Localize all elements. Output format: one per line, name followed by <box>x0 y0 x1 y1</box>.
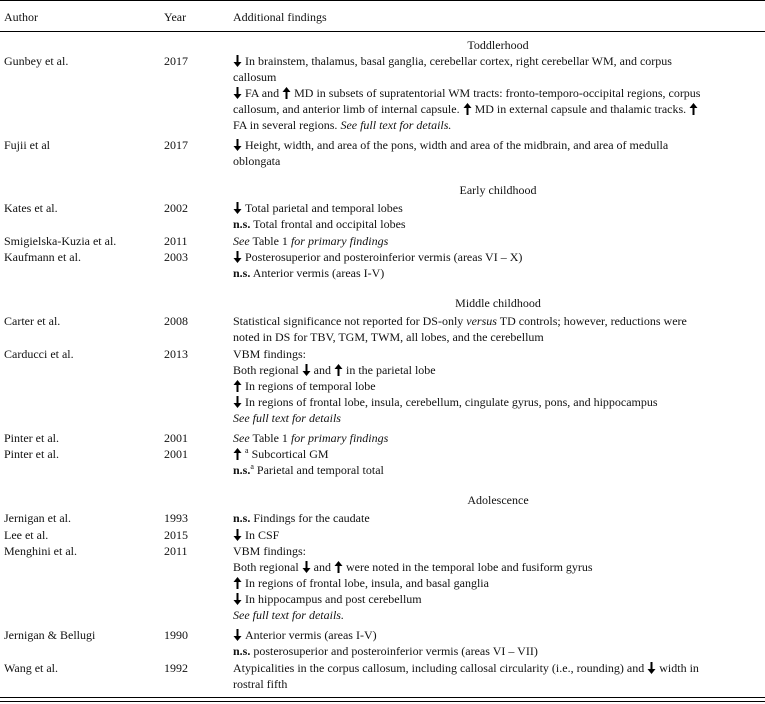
author-cell: Smigielska-Kuzia et al. <box>4 234 117 248</box>
year-cell: 2001 <box>164 431 188 445</box>
author-cell: Jernigan & Bellugi <box>4 628 96 642</box>
down-arrow-icon <box>302 561 311 573</box>
year-cell: 1990 <box>164 628 188 642</box>
author-cell: Kates et al. <box>4 201 58 215</box>
findings-cell: Atypicalities in the corpus callosum, including callosal circularity (i.e., rounding) and width in rostral fifth <box>233 661 699 691</box>
year-cell: 2013 <box>164 347 188 361</box>
author-cell: Carter et al. <box>4 314 61 328</box>
up-arrow-icon <box>282 87 291 99</box>
up-arrow-icon <box>334 364 343 376</box>
year-cell: 2002 <box>164 201 188 215</box>
section-heading-middle-childhood: Middle childhood <box>455 296 541 310</box>
author-cell: Carducci et al. <box>4 347 74 361</box>
author-cell: Lee et al. <box>4 528 49 542</box>
year-cell: 2011 <box>164 234 188 248</box>
up-arrow-icon <box>233 577 242 589</box>
table-header-rule <box>0 31 765 32</box>
year-cell: 2015 <box>164 528 188 542</box>
author-cell: Kaufmann et al. <box>4 250 81 264</box>
findings-cell: $^a$ Subcortical GM n.s.$^a$ Parietal and temporal total <box>233 446 384 477</box>
findings-cell: Statistical significance not reported for DS-only versus TD controls; however, reductions were noted in DS for TBV, TGM, TWM, all lobes, and the cerebellum <box>233 314 687 344</box>
down-arrow-icon <box>233 55 242 67</box>
column-header-year: Year <box>164 10 187 24</box>
author-cell: Pinter et al. <box>4 431 59 445</box>
year-cell: 1992 <box>164 661 188 675</box>
up-arrow-icon <box>689 103 698 115</box>
year-cell: 2008 <box>164 314 188 328</box>
year-cell: 2001 <box>164 447 188 461</box>
year-cell: 2017 <box>164 54 188 68</box>
year-cell: 2003 <box>164 250 188 264</box>
section-heading-adolescence: Adolescence <box>467 493 529 507</box>
down-arrow-icon <box>647 662 656 674</box>
up-arrow-icon <box>233 448 242 460</box>
down-arrow-icon <box>233 629 242 641</box>
findings-cell: In CSF <box>233 527 763 543</box>
author-cell: Jernigan et al. <box>4 511 71 525</box>
findings-cell: Posterosuperior and posteroinferior vermis (areas VI – X) n.s. Anterior vermis (areas I-V) <box>233 250 523 280</box>
down-arrow-icon <box>233 396 242 408</box>
down-arrow-icon <box>233 593 242 605</box>
table-bottom-rule <box>0 697 765 698</box>
year-cell: 2017 <box>164 138 188 152</box>
column-header-findings: Additional findings <box>233 10 327 24</box>
down-arrow-icon <box>302 364 311 376</box>
year-cell: 1993 <box>164 511 188 525</box>
up-arrow-icon <box>233 380 242 392</box>
author-cell: Wang et al. <box>4 661 59 675</box>
down-arrow-icon <box>233 139 242 151</box>
findings-cell: n.s. Findings for the caudate <box>233 511 370 525</box>
down-arrow-icon <box>233 87 242 99</box>
findings-cell: Anterior vermis (areas I-V) n.s. posterosuperior and posteroinferior vermis (areas VI – VII) <box>233 628 538 658</box>
author-cell: Menghini et al. <box>4 544 77 558</box>
findings-cell: In brainstem, thalamus, basal ganglia, cerebellar cortex, right cerebellar WM, and corpus callosum FA and MD in subsets of supratentorial WM tracts: fronto-temporo-occipital regions, corpus callosum, and anterior limb of internal capsule. MD in external capsule and thalamic tracks. FA in several regions. See full text for details. <box>233 54 701 132</box>
findings-cell: See Table 1 for primary findings <box>233 431 389 445</box>
section-heading-early-childhood: Early childhood <box>459 183 537 197</box>
findings-cell: Height, width, and area of the pons, width and area of the midbrain, and area of medulla oblongata <box>233 138 669 168</box>
author-cell: Gunbey et al. <box>4 54 69 68</box>
down-arrow-icon <box>233 251 242 263</box>
down-arrow-icon <box>233 529 242 541</box>
findings-cell: Total parietal and temporal lobes n.s. Total frontal and occipital lobes <box>233 201 406 231</box>
column-header-author: Author <box>4 10 38 24</box>
findings-cell: VBM findings: Both regional and in the parietal lobe In regions of temporal lobe In regions of frontal lobe, insula, cerebellum, cingulate gyrus, pons, and hippocampus See full text for details <box>233 347 658 425</box>
table-top-rule <box>0 0 765 1</box>
table-bottom-rule-double <box>0 701 765 702</box>
year-cell: 2011 <box>164 544 188 558</box>
findings-cell: See Table 1 for primary findings <box>233 234 389 248</box>
down-arrow-icon <box>233 202 242 214</box>
author-cell: Fujii et al <box>4 138 50 152</box>
up-arrow-icon <box>334 561 343 573</box>
section-heading-toddlerhood: Toddlerhood <box>467 38 529 52</box>
up-arrow-icon <box>463 103 472 115</box>
findings-cell: VBM findings: Both regional and were noted in the temporal lobe and fusiform gyrus In regions of frontal lobe, insula, and basal ganglia In hippocampus and post cerebellum See full text for details. <box>233 544 593 622</box>
author-cell: Pinter et al. <box>4 447 59 461</box>
